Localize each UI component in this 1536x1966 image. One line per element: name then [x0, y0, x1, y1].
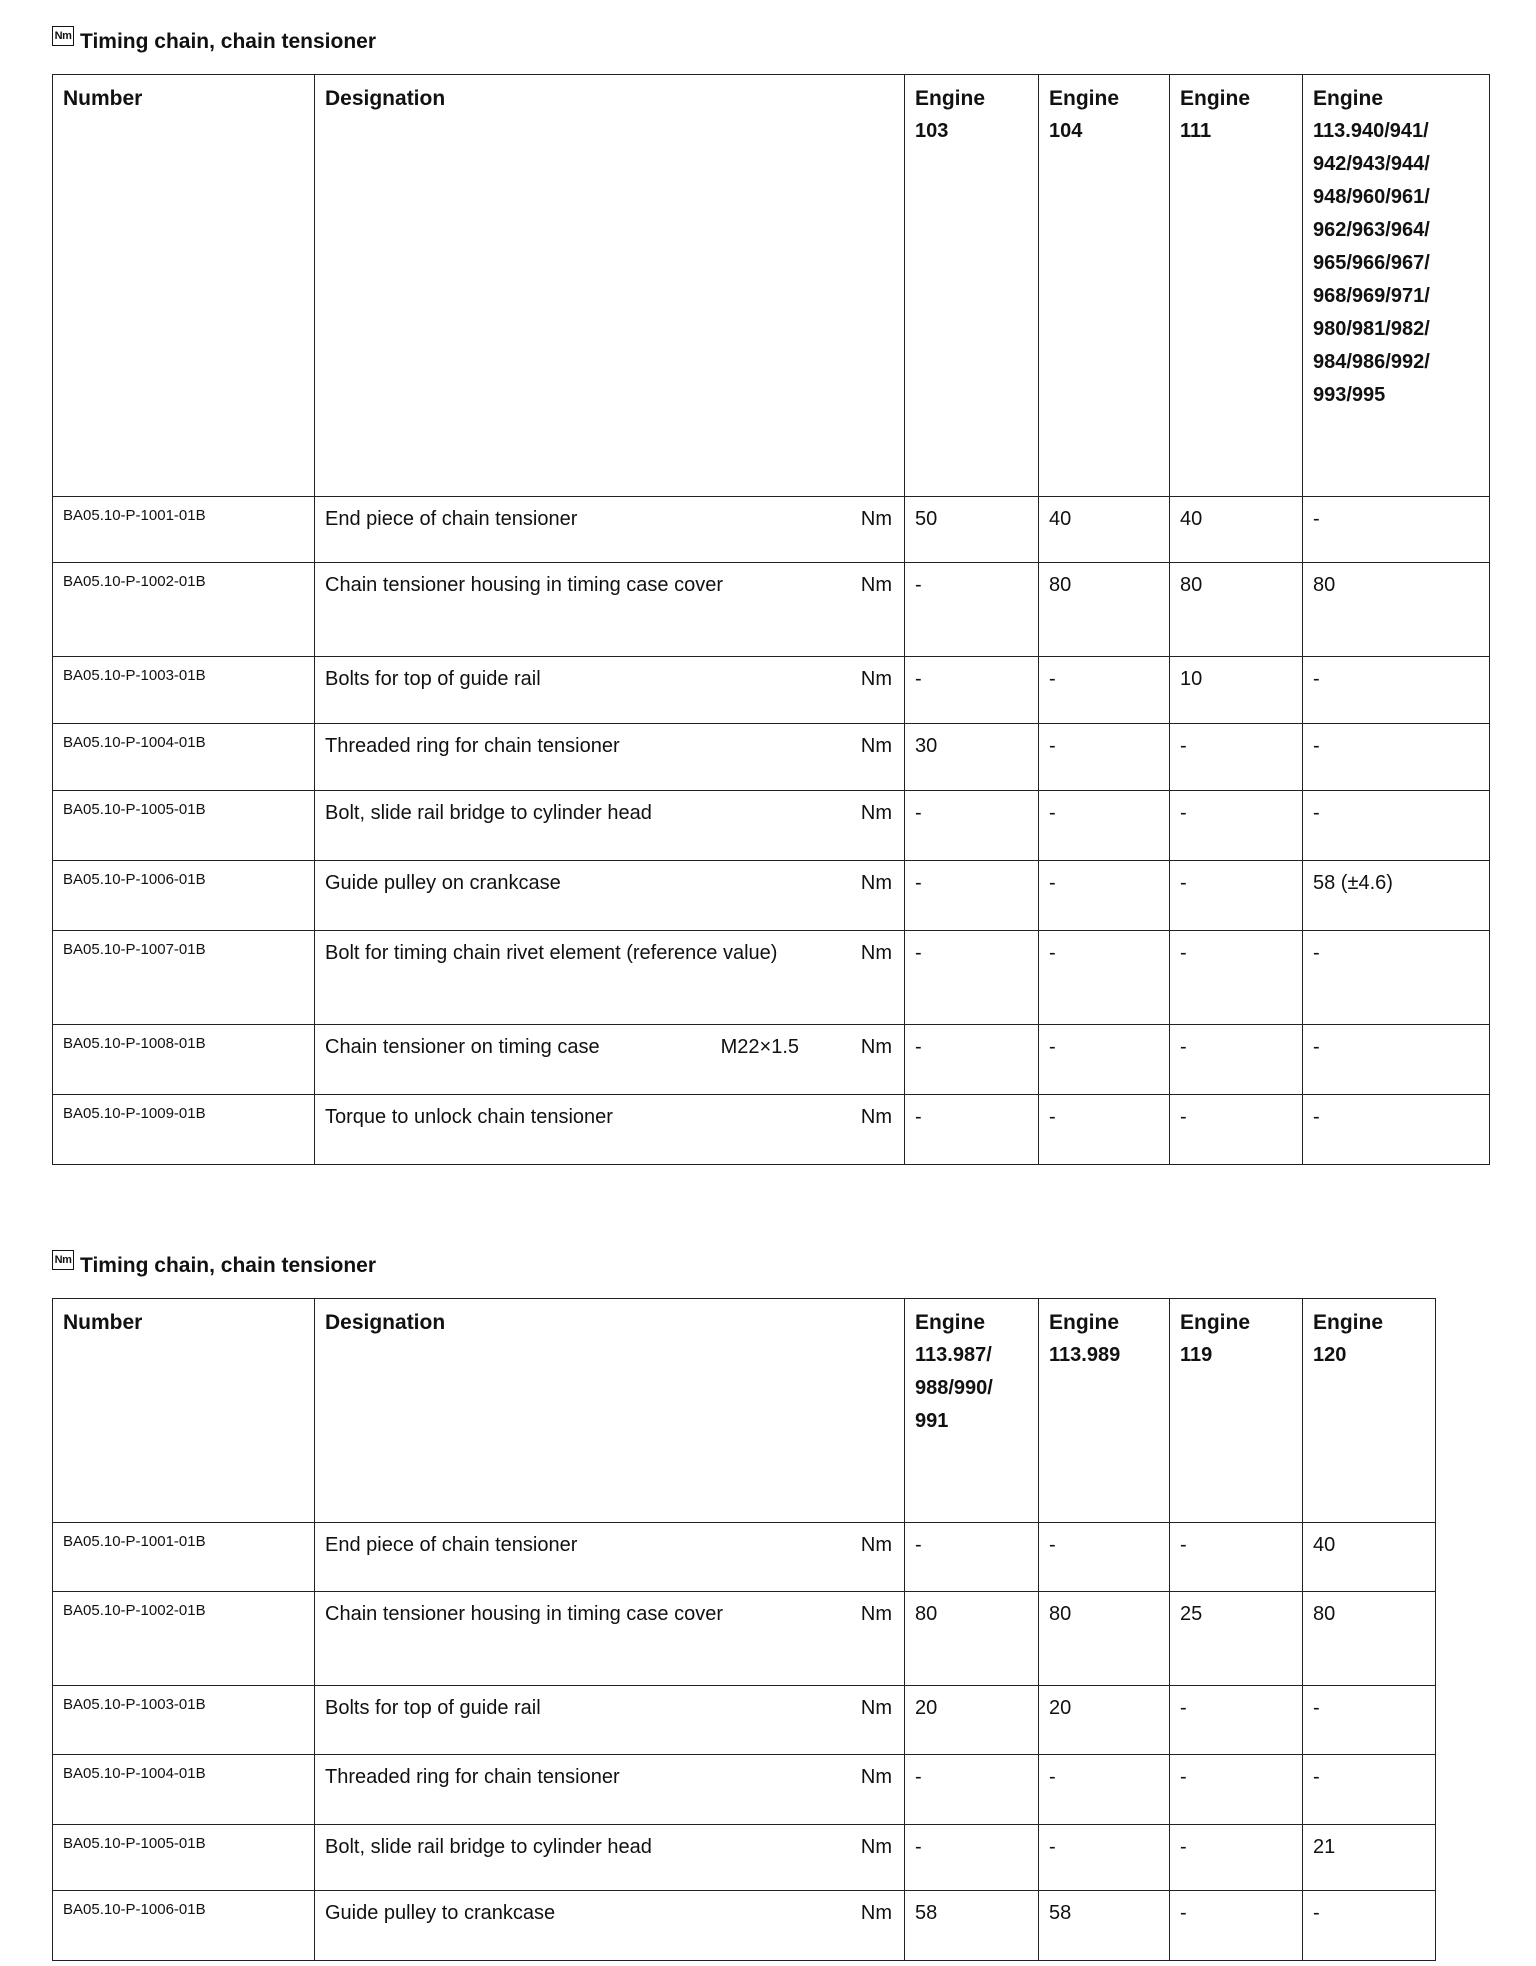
- torque-value: -: [1170, 1523, 1303, 1592]
- table-row: [53, 861, 1490, 931]
- torque-value: -: [1170, 861, 1303, 931]
- torque-value: -: [1303, 497, 1490, 563]
- row-designation: Bolt for timing chain rivet element (reference value): [325, 942, 778, 964]
- torque-value: -: [905, 1523, 1039, 1592]
- torque-value: 80: [1039, 563, 1170, 657]
- table-2-title: [52, 1254, 376, 1278]
- table-1-title: [52, 30, 376, 54]
- torque-value: -: [1303, 1025, 1490, 1095]
- row-designation-cell: [315, 1592, 905, 1686]
- torque-value: -: [1039, 1523, 1170, 1592]
- row-unit: Nm: [860, 1836, 892, 1858]
- row-designation: Bolt, slide rail bridge to cylinder head: [325, 1836, 652, 1858]
- torque-value: -: [1303, 1686, 1436, 1755]
- row-number: BA05.10-P-1005-01B: [53, 1825, 315, 1891]
- table-row: [53, 657, 1490, 724]
- torque-value: 20: [1039, 1686, 1170, 1755]
- torque-value: 21: [1303, 1825, 1436, 1891]
- header-engine-103: Engine 103: [905, 75, 1039, 497]
- torque-value: 40: [1303, 1523, 1436, 1592]
- row-designation-cell: [315, 1095, 905, 1165]
- row-designation: Chain tensioner housing in timing case cover: [325, 574, 723, 596]
- table-1-title-text: Timing chain, chain tensioner: [80, 30, 376, 53]
- header-engine-104: Engine 104: [1039, 75, 1170, 497]
- torque-value: 58: [905, 1891, 1039, 1961]
- row-unit: Nm: [860, 1106, 892, 1128]
- header-designation: Designation: [315, 75, 905, 497]
- row-number: BA05.10-P-1005-01B: [53, 791, 315, 861]
- row-unit: Nm: [860, 1534, 892, 1556]
- row-number: BA05.10-P-1004-01B: [53, 724, 315, 791]
- torque-value: 50: [905, 497, 1039, 563]
- row-designation-cell: [315, 657, 905, 724]
- row-designation-cell: [315, 1755, 905, 1825]
- row-designation-cell: [315, 931, 905, 1025]
- row-designation: Threaded ring for chain tensioner: [325, 1766, 620, 1788]
- table-row: [53, 497, 1490, 563]
- torque-value: -: [1170, 791, 1303, 861]
- torque-value: -: [1303, 724, 1490, 791]
- torque-value: 40: [1039, 497, 1170, 563]
- torque-value: -: [1303, 931, 1490, 1025]
- row-designation: Bolt, slide rail bridge to cylinder head: [325, 802, 652, 824]
- torque-value: 80: [1303, 563, 1490, 657]
- torque-value: -: [1303, 657, 1490, 724]
- torque-value: 58 (±4.6): [1303, 861, 1490, 931]
- table-row: [53, 931, 1490, 1025]
- row-number: BA05.10-P-1008-01B: [53, 1025, 315, 1095]
- row-unit: Nm: [860, 1697, 892, 1719]
- torque-value: -: [1303, 1891, 1436, 1961]
- torque-value: -: [1170, 724, 1303, 791]
- header-number: Number: [53, 75, 315, 497]
- torque-value: 80: [1170, 563, 1303, 657]
- header-engine-113-989: Engine 113.989: [1039, 1299, 1170, 1523]
- row-designation-cell: [315, 1825, 905, 1891]
- row-designation: Chain tensioner housing in timing case cover: [325, 1603, 723, 1625]
- torque-nm-icon: Nm: [52, 26, 74, 46]
- row-designation: Torque to unlock chain tensioner: [325, 1106, 613, 1128]
- torque-table-2: [52, 1298, 1436, 1961]
- header-number: Number: [53, 1299, 315, 1523]
- torque-value: -: [905, 861, 1039, 931]
- torque-value: -: [905, 1025, 1039, 1095]
- torque-value: 10: [1170, 657, 1303, 724]
- row-number: BA05.10-P-1006-01B: [53, 1891, 315, 1961]
- row-unit: Nm: [860, 1766, 892, 1788]
- torque-value: -: [1039, 1025, 1170, 1095]
- table-row: [53, 1755, 1436, 1825]
- torque-value: 25: [1170, 1592, 1303, 1686]
- row-number: BA05.10-P-1004-01B: [53, 1755, 315, 1825]
- row-unit: Nm: [860, 574, 892, 596]
- row-unit: Nm: [860, 1036, 892, 1058]
- torque-value: -: [1170, 1755, 1303, 1825]
- row-designation-cell: [315, 1686, 905, 1755]
- torque-value: -: [1303, 1095, 1490, 1165]
- torque-table-1: [52, 74, 1490, 1165]
- torque-value: 40: [1170, 497, 1303, 563]
- row-number: BA05.10-P-1003-01B: [53, 1686, 315, 1755]
- torque-value: -: [905, 1825, 1039, 1891]
- torque-value: -: [905, 1095, 1039, 1165]
- torque-value: -: [905, 563, 1039, 657]
- torque-value: -: [1039, 931, 1170, 1025]
- row-designation-cell: [315, 724, 905, 791]
- torque-value: -: [905, 1755, 1039, 1825]
- row-number: BA05.10-P-1003-01B: [53, 657, 315, 724]
- row-designation-cell: [315, 791, 905, 861]
- row-designation: Guide pulley to crankcase: [325, 1902, 556, 1924]
- torque-value: 20: [905, 1686, 1039, 1755]
- torque-value: -: [1170, 931, 1303, 1025]
- header-engine-119: Engine 119: [1170, 1299, 1303, 1523]
- torque-value: -: [905, 657, 1039, 724]
- row-designation-cell: [315, 497, 905, 563]
- torque-value: -: [1039, 1755, 1170, 1825]
- row-unit: Nm: [860, 1902, 892, 1924]
- row-number: BA05.10-P-1001-01B: [53, 1523, 315, 1592]
- row-thread-size: M22×1.5: [720, 1036, 799, 1058]
- table-row: [53, 563, 1490, 657]
- row-unit: Nm: [860, 735, 892, 757]
- table-row: [53, 724, 1490, 791]
- table-row: [53, 1891, 1436, 1961]
- torque-value: 30: [905, 724, 1039, 791]
- header-engine-120: Engine 120: [1303, 1299, 1436, 1523]
- row-unit: Nm: [860, 668, 892, 690]
- row-number: BA05.10-P-1002-01B: [53, 1592, 315, 1686]
- row-designation-cell: [315, 1891, 905, 1961]
- row-designation: Bolts for top of guide rail: [325, 668, 541, 690]
- row-designation: End piece of chain tensioner: [325, 1534, 578, 1556]
- row-designation: Threaded ring for chain tensioner: [325, 735, 620, 757]
- table-row: [53, 1095, 1490, 1165]
- row-number: BA05.10-P-1006-01B: [53, 861, 315, 931]
- header-engine-113-987: Engine 113.987/ 988/990/ 991: [905, 1299, 1039, 1523]
- torque-value: -: [1039, 861, 1170, 931]
- torque-value: -: [1303, 1755, 1436, 1825]
- table-row: [53, 791, 1490, 861]
- torque-value: 80: [905, 1592, 1039, 1686]
- table-row: [53, 1825, 1436, 1891]
- torque-value: -: [1170, 1686, 1303, 1755]
- torque-value: 80: [1039, 1592, 1170, 1686]
- row-unit: Nm: [860, 802, 892, 824]
- table-row: [53, 1025, 1490, 1095]
- row-designation: Chain tensioner on timing case: [325, 1036, 600, 1058]
- torque-value: -: [1039, 791, 1170, 861]
- header-engine-113-group: Engine 113.940/941/ 942/943/944/ 948/960/961/ 962/963/964/ 965/966/967/ 968/969/971/ 980/981/982/ 984/986/992/ 993/995: [1303, 75, 1490, 497]
- row-designation-cell: [315, 1025, 905, 1095]
- torque-value: 58: [1039, 1891, 1170, 1961]
- torque-value: -: [1170, 1891, 1303, 1961]
- row-designation-cell: [315, 563, 905, 657]
- row-unit: Nm: [860, 1603, 892, 1625]
- torque-value: -: [1170, 1025, 1303, 1095]
- row-designation-cell: [315, 861, 905, 931]
- torque-value: -: [1170, 1825, 1303, 1891]
- torque-value: 80: [1303, 1592, 1436, 1686]
- torque-value: -: [1303, 791, 1490, 861]
- row-unit: Nm: [860, 942, 892, 964]
- header-designation: Designation: [315, 1299, 905, 1523]
- torque-value: -: [1039, 724, 1170, 791]
- torque-value: -: [905, 931, 1039, 1025]
- row-designation: Guide pulley on crankcase: [325, 872, 561, 894]
- row-unit: Nm: [860, 872, 892, 894]
- torque-value: -: [1039, 1095, 1170, 1165]
- row-designation: Bolts for top of guide rail: [325, 1697, 541, 1719]
- torque-value: -: [1170, 1095, 1303, 1165]
- torque-nm-icon: Nm: [52, 1250, 74, 1270]
- row-designation-cell: [315, 1523, 905, 1592]
- header-engine-111: Engine 111: [1170, 75, 1303, 497]
- row-number: BA05.10-P-1002-01B: [53, 563, 315, 657]
- table-row: [53, 1686, 1436, 1755]
- torque-value: -: [1039, 1825, 1170, 1891]
- table-2-title-text: Timing chain, chain tensioner: [80, 1254, 376, 1277]
- row-number: BA05.10-P-1007-01B: [53, 931, 315, 1025]
- row-unit: Nm: [860, 508, 892, 530]
- table-row: [53, 1523, 1436, 1592]
- torque-value: -: [905, 791, 1039, 861]
- row-number: BA05.10-P-1009-01B: [53, 1095, 315, 1165]
- row-designation: End piece of chain tensioner: [325, 508, 578, 530]
- table-row: [53, 1592, 1436, 1686]
- row-number: BA05.10-P-1001-01B: [53, 497, 315, 563]
- torque-value: -: [1039, 657, 1170, 724]
